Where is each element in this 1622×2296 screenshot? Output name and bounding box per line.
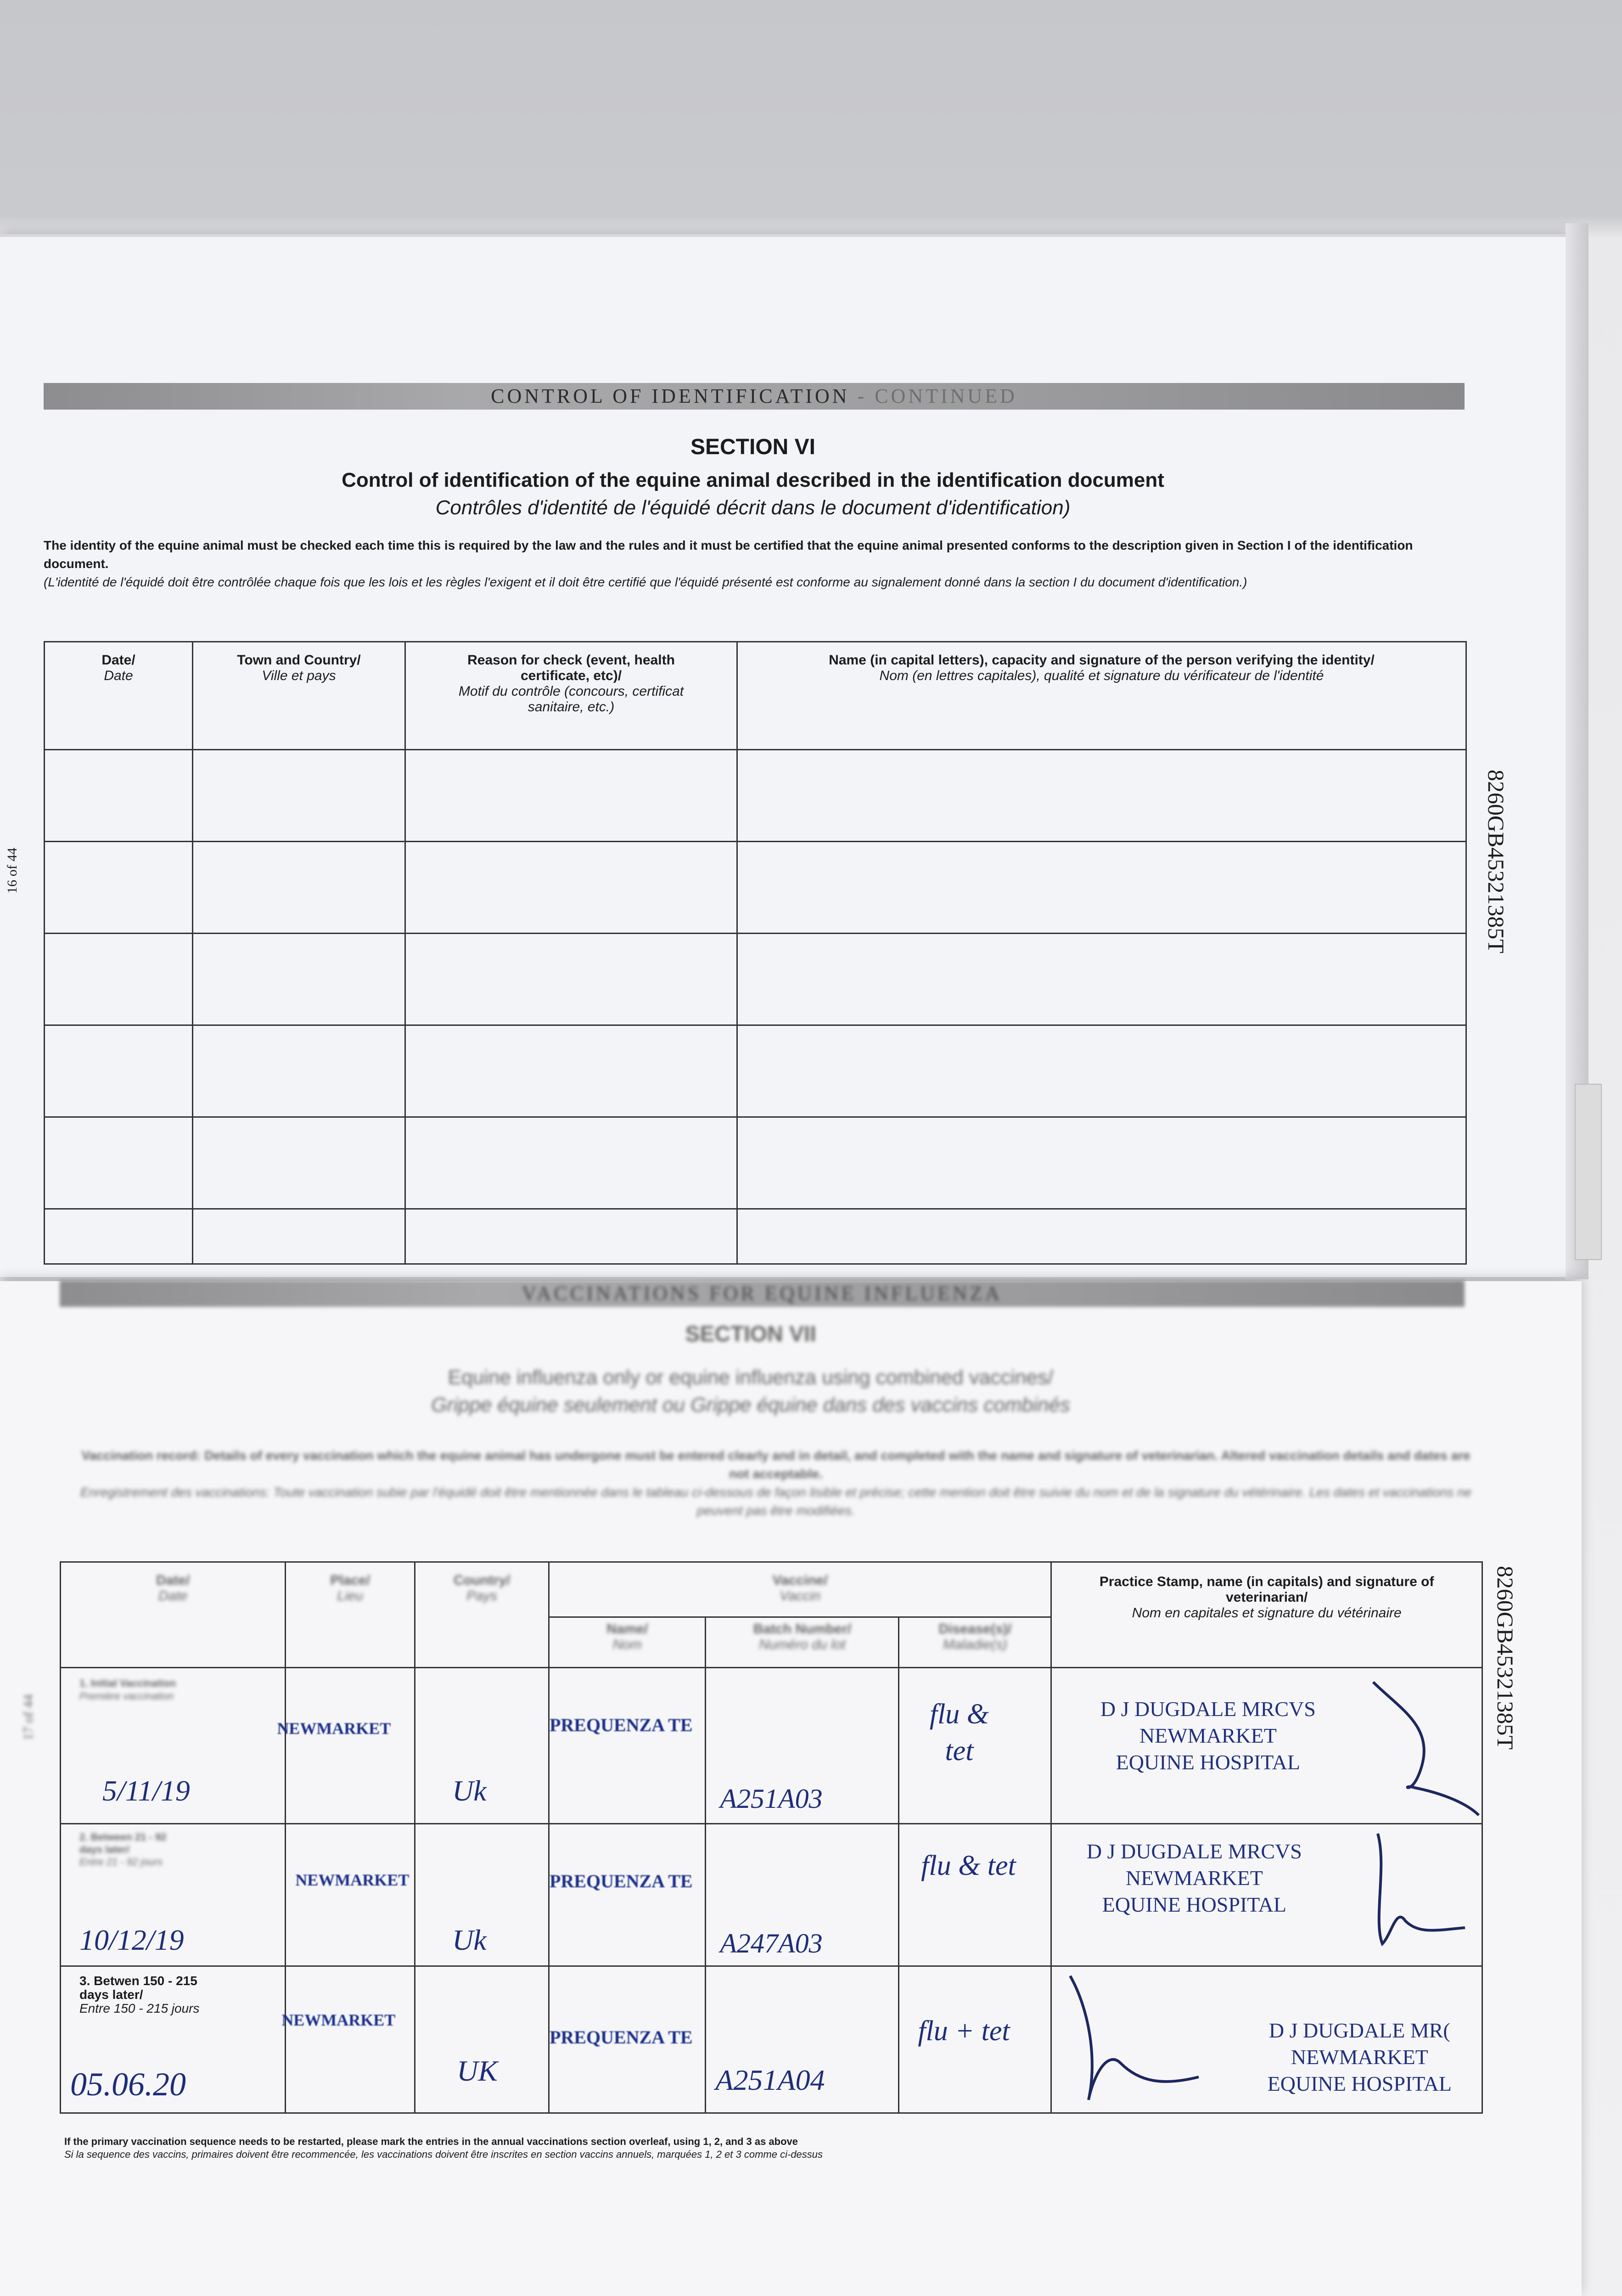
vaccine-stamp: PREQUENZA TE [549, 1871, 693, 1891]
place-cell [281, 1966, 415, 2113]
table-row [45, 1209, 1466, 1264]
vaccination-page [0, 1281, 1582, 2296]
place-cell [286, 1824, 415, 1966]
identification-table [44, 641, 1467, 1265]
vet-signature [1346, 1829, 1483, 1962]
title-english: Control of identification of the equine animal described in the identification document [342, 469, 1164, 491]
vaccine-stamp: PREQUENZA TE [549, 2027, 693, 2048]
vaccine-name-cell [549, 1966, 705, 2113]
header-town: Town and Country/ Ville et pays [193, 642, 405, 750]
header-vet-stamp: Practice Stamp, name (in capitals) and signature of veterinarian/ Nom en capitales et signature du vétérinaire [1051, 1562, 1482, 1668]
intro-french: (L'identité de l'équidé doit être contrôlée chaque fois que les lois et les règles l'exigent et il doit être certifié que l'équidé présenté est conforme au signalement donné dans la section I du document d'identification.) [44, 575, 1247, 589]
header-vaccine-name: Name/ Nom [549, 1617, 705, 1668]
vaccination-row [61, 1824, 1482, 1966]
vet-stamp: D J DUGDALE MRCVS NEWMARKET EQUINE HOSPITAL [1086, 1840, 1302, 1916]
header-country: Country/ Pays [415, 1562, 549, 1668]
footer-note [64, 2135, 1487, 2161]
passport-id: 8260GB453213​85T [1493, 1566, 1518, 1750]
disease-cell: flu & tet [899, 1824, 1051, 1966]
band-suffix: - CONTINUED [849, 385, 1017, 407]
intro-english: Vaccination record: Details of every vaccination which the equine animal has undergone must be entered clearly and in detail, and completed with the name and signature of veterinarian. Altered vaccination details and dates are not acceptable. [81, 1448, 1470, 1481]
header-reason: Reason for check (event, health certificate, etc)/ Motif du contrôle (concours, certificat sanitaire, etc.) [405, 642, 737, 750]
table-row [45, 842, 1466, 934]
place-stamp: NEWMARKET [277, 1719, 391, 1738]
page-tab [1575, 1084, 1602, 1260]
header-disease: Disease(s)/ Maladie(s) [899, 1617, 1051, 1668]
vaccination-date: 05.06.20 [70, 2066, 186, 2103]
header-vaccine: Vaccine/ Vaccin [549, 1562, 1051, 1617]
identification-page [0, 234, 1570, 1277]
header-place: Place/ Lieu [286, 1562, 415, 1668]
place-cell [277, 1668, 415, 1824]
page-number: 17 of 44 [21, 1694, 36, 1740]
vet-stamp: D J DUGDALE MR( NEWMARKET EQUINE HOSPITAL [1267, 2019, 1452, 2095]
section-heading: SECTION VII [685, 1322, 816, 1346]
footer-english: If the primary vaccination sequence needs to be restarted, please mark the entries in the annual vaccinations section overleaf, using 1, 2, and 3 as above [64, 2136, 798, 2147]
vaccine-stamp: PREQUENZA TE [549, 1715, 693, 1735]
band-title: CONTROL OF IDENTIFICATION [491, 385, 850, 407]
vet-stamp-cell [1051, 1668, 1482, 1824]
intro-french: Enregistrement des vaccinations: Toute vaccination subie par l'équidé doit être mentionnée dans le tableau ci-dessous de façon lisible et précise; cette mention doit être suivie du nom et de la signature du vétérinaire. Les dates et vaccinations ne peuvent pas être modifiées. [80, 1485, 1472, 1518]
batch-cell: A251A03 [706, 1668, 899, 1824]
country-cell: UK [415, 1966, 549, 2113]
vet-signature [1346, 1673, 1483, 1820]
vaccination-date: 5/11/19 [102, 1774, 190, 1807]
title-french: Grippe équine seulement ou Grippe équine dans des vaccins combinés [431, 1394, 1070, 1416]
batch-cell: A247A03 [706, 1824, 899, 1966]
intro-text [73, 1446, 1478, 1520]
table-row [45, 934, 1466, 1025]
vaccine-name-cell [549, 1668, 705, 1824]
page-number: 16 of 44 [5, 848, 20, 894]
disease-cell: flu & tet [899, 1668, 1051, 1824]
footer-french: Si la sequence des vaccins, primaires doivent être recommencée, les vaccinations doivent être inscrites en section vaccins annuels, marquées 1, 2 et 3 comme ci-dessus [64, 2149, 823, 2160]
date-cell: 1. Initial Vaccination Première vaccination 5/11/19 [61, 1668, 286, 1824]
vet-stamp-cell [1051, 1824, 1482, 1966]
vet-stamp: D J DUGDALE MRCVS NEWMARKET EQUINE HOSPITAL [1100, 1697, 1316, 1774]
vet-stamp-cell [1051, 1966, 1482, 2113]
intro-text [44, 536, 1467, 591]
batch-cell: A251A04 [706, 1966, 899, 2113]
section-band [44, 383, 1465, 410]
section-heading: SECTION VI [690, 435, 816, 459]
passport-id: 8260GB453213​85T [1483, 770, 1509, 953]
country-cell: Uk [415, 1668, 549, 1824]
header-verifier: Name (in capital letters), capacity and signature of the person verifying the identity/ Nom (en lettres capitales), qualité et signature du vérificateur de l'identité [737, 642, 1466, 750]
date-cell: 2. Between 21 - 92 days later/ Entre 21 - 92 jours 10/12/19 [61, 1824, 286, 1966]
header-date: Date/ Date [45, 642, 193, 750]
table-row [45, 1117, 1466, 1209]
vaccination-row [61, 1966, 1482, 2113]
table-row [45, 750, 1466, 842]
table-row [45, 1025, 1466, 1117]
vaccination-date: 10/12/19 [79, 1924, 184, 1956]
vaccination-table [60, 1561, 1483, 2114]
date-cell: 3. Betwen 150 - 215 days later/ Entre 150 - 215 jours 05.06.20 [61, 1966, 286, 2113]
header-batch: Batch Number/ Numéro du lot [706, 1617, 899, 1668]
section-band: VACCINATIONS FOR EQUINE INFLUENZA [60, 1280, 1465, 1307]
place-stamp: NEWMARKET [281, 2011, 396, 2029]
country-cell: Uk [415, 1824, 549, 1966]
header-date: Date/ Date [61, 1562, 286, 1668]
title-english: Equine influenza only or equine influenza using combined vaccines/ [448, 1366, 1054, 1389]
vaccination-row [61, 1668, 1482, 1824]
title-french: Contrôles d'identité de l'équidé décrit dans le document d'identification) [435, 496, 1071, 519]
disease-cell: flu + tet [899, 1966, 1051, 2113]
intro-english: The identity of the equine animal must be checked each time this is required by the law and the rules and it must be certified that the equine animal presented conforms to the description given in Section I of the identification document. [44, 538, 1413, 571]
place-stamp: NEWMARKET [295, 1871, 410, 1889]
vet-signature [1061, 1967, 1217, 2105]
vaccine-name-cell [549, 1824, 705, 1966]
